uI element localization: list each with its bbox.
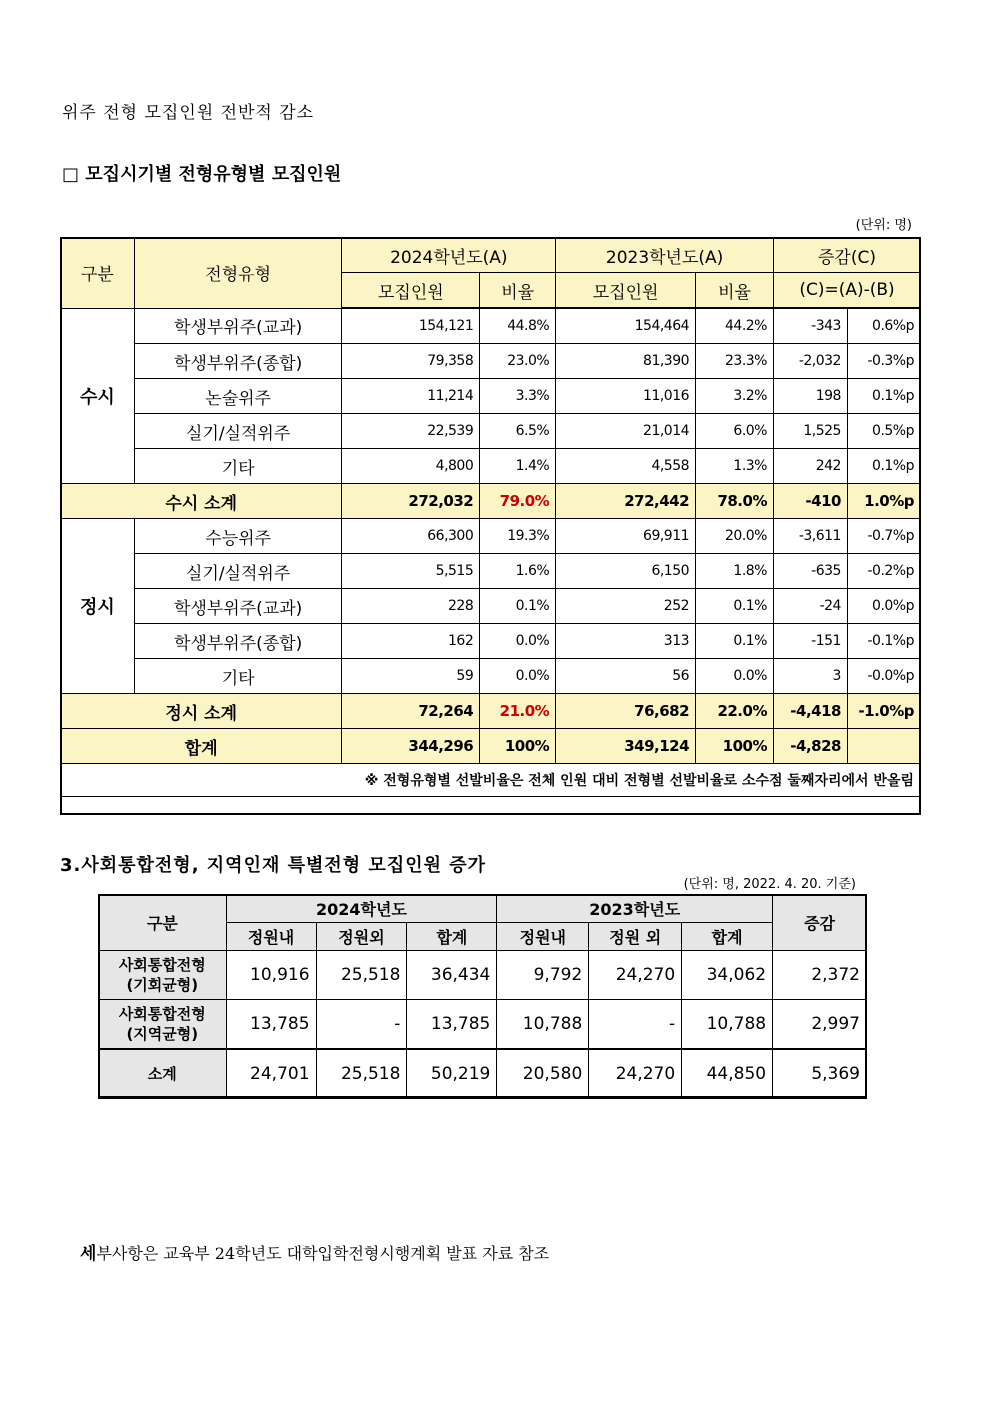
cell: -3,611 bbox=[773, 519, 847, 554]
group-susi: 수시 bbox=[61, 308, 135, 484]
cell: 81,390 bbox=[556, 344, 696, 379]
cell: 24,701 bbox=[226, 1049, 316, 1099]
cell: 78.0% bbox=[696, 484, 774, 519]
header-ratio-2024: 비율 bbox=[480, 273, 556, 309]
cell: 4,800 bbox=[342, 449, 480, 484]
section1-title bbox=[62, 160, 341, 186]
cell: 344,296 bbox=[342, 729, 480, 764]
header-sum: 합계 bbox=[682, 923, 773, 951]
cell: -151 bbox=[773, 624, 847, 659]
row-type: 학생부위주(종합) bbox=[134, 344, 342, 379]
cell: -0.3%p bbox=[847, 344, 920, 379]
row-label: 소계 bbox=[99, 1049, 227, 1099]
table-row bbox=[61, 589, 921, 624]
cell: 1.6% bbox=[480, 554, 556, 589]
table-row bbox=[61, 449, 921, 484]
cell: 242 bbox=[773, 449, 847, 484]
row-label-1: 사회통합전형 bbox=[118, 1005, 206, 1023]
cell: 100% bbox=[480, 729, 556, 764]
cell: 272,032 bbox=[342, 484, 480, 519]
cell: 66,300 bbox=[342, 519, 480, 554]
cell: 6,150 bbox=[556, 554, 696, 589]
table-row bbox=[61, 379, 921, 414]
header-outside: 정원 외 bbox=[589, 923, 682, 951]
unit-label: (단위: 명) bbox=[855, 218, 912, 233]
row-type: 실기/실적위주 bbox=[134, 414, 342, 449]
header-ratio-2023: 비율 bbox=[696, 273, 774, 309]
row-type: 실기/실적위주 bbox=[134, 554, 342, 589]
cell: 79.0% bbox=[480, 484, 556, 519]
cell: 24,270 bbox=[589, 1049, 682, 1099]
table-row bbox=[99, 951, 867, 1000]
cell: 44,850 bbox=[682, 1049, 773, 1099]
table-note: ※ 전형유형별 선발비율은 전체 인원 대비 전형별 선발비율로 소수점 둘째자리에서 반올림 bbox=[61, 764, 921, 797]
cell: 24,270 bbox=[589, 951, 682, 1000]
intro-text: 위주 전형 모집인원 전반적 감소 bbox=[62, 103, 315, 123]
cell: 10,788 bbox=[497, 1000, 589, 1050]
cell: 11,214 bbox=[342, 379, 480, 414]
cell: 2,997 bbox=[773, 1000, 867, 1050]
cell: - bbox=[316, 1000, 407, 1050]
cell: 6.5% bbox=[480, 414, 556, 449]
cell: 13,785 bbox=[407, 1000, 497, 1050]
cell: 154,464 bbox=[556, 308, 696, 344]
cell: 59 bbox=[342, 659, 480, 694]
footer-first-char: 세 bbox=[80, 1244, 97, 1264]
cell: 9,792 bbox=[497, 951, 589, 1000]
cell: 10,788 bbox=[682, 1000, 773, 1050]
cell: -0.7%p bbox=[847, 519, 920, 554]
cell: -4,418 bbox=[773, 694, 847, 729]
cell: 1.0%p bbox=[847, 484, 920, 519]
header-outside: 정원외 bbox=[316, 923, 407, 951]
cell: 0.1%p bbox=[847, 449, 920, 484]
cell: -0.0%p bbox=[847, 659, 920, 694]
row-type: 학생부위주(교과) bbox=[134, 589, 342, 624]
checkbox-icon: □ bbox=[62, 164, 80, 185]
cell: 198 bbox=[773, 379, 847, 414]
header-2024: 2024학년도 bbox=[226, 895, 497, 923]
row-type: 수능위주 bbox=[134, 519, 342, 554]
row-label-2: (지역균형) bbox=[126, 1025, 199, 1043]
header-inside: 정원내 bbox=[226, 923, 316, 951]
cell: 22.0% bbox=[696, 694, 774, 729]
header-inside: 정원내 bbox=[497, 923, 589, 951]
cell: 0.0% bbox=[696, 659, 774, 694]
cell: 154,121 bbox=[342, 308, 480, 344]
cell: 22,539 bbox=[342, 414, 480, 449]
cell: 3.3% bbox=[480, 379, 556, 414]
subtotal-row-susi bbox=[61, 484, 921, 519]
cell: -0.2%p bbox=[847, 554, 920, 589]
header-gubun: 구분 bbox=[99, 895, 227, 951]
header-gubun: 구분 bbox=[61, 238, 135, 309]
cell: 0.6%p bbox=[847, 308, 920, 344]
cell: 20.0% bbox=[696, 519, 774, 554]
section1-title-text: 모집시기별 전형유형별 모집인원 bbox=[85, 164, 342, 185]
cell: -343 bbox=[773, 308, 847, 344]
cell: 79,358 bbox=[342, 344, 480, 379]
cell: 10,916 bbox=[226, 951, 316, 1000]
cell: 76,682 bbox=[556, 694, 696, 729]
total-row bbox=[61, 729, 921, 764]
cell: 11,016 bbox=[556, 379, 696, 414]
header-2023: 2023학년도 bbox=[497, 895, 773, 923]
table-row bbox=[61, 659, 921, 694]
cell: 6.0% bbox=[696, 414, 774, 449]
row-type: 기타 bbox=[134, 449, 342, 484]
cell: -0.1%p bbox=[847, 624, 920, 659]
cell: 3.2% bbox=[696, 379, 774, 414]
table-row bbox=[61, 414, 921, 449]
cell: 25,518 bbox=[316, 951, 407, 1000]
cell: 19.3% bbox=[480, 519, 556, 554]
row-label-2: (기회균형) bbox=[126, 976, 199, 994]
cell: 100% bbox=[696, 729, 774, 764]
special-admission-table bbox=[98, 894, 867, 1099]
cell: 1,525 bbox=[773, 414, 847, 449]
cell: -2,032 bbox=[773, 344, 847, 379]
cell: 34,062 bbox=[682, 951, 773, 1000]
cell: 1.4% bbox=[480, 449, 556, 484]
row-type: 기타 bbox=[134, 659, 342, 694]
cell: - bbox=[589, 1000, 682, 1050]
cell: 0.5%p bbox=[847, 414, 920, 449]
subtotal-row bbox=[99, 1049, 867, 1099]
table-row bbox=[61, 519, 921, 554]
total-label: 합계 bbox=[61, 729, 342, 764]
footer-text: 부사항은 교육부 24학년도 대학입학전형시행계획 발표 자료 참조 bbox=[96, 1244, 550, 1263]
cell: 1.3% bbox=[696, 449, 774, 484]
cell: 72,264 bbox=[342, 694, 480, 729]
cell: 44.2% bbox=[696, 308, 774, 344]
cell: 4,558 bbox=[556, 449, 696, 484]
cell: 20,580 bbox=[497, 1049, 589, 1099]
cell: -24 bbox=[773, 589, 847, 624]
cell: 272,442 bbox=[556, 484, 696, 519]
row-label-1: 사회통합전형 bbox=[118, 956, 206, 974]
row-label bbox=[99, 1000, 227, 1050]
cell: -635 bbox=[773, 554, 847, 589]
cell: 44.8% bbox=[480, 308, 556, 344]
cell: 23.3% bbox=[696, 344, 774, 379]
cell: 69,911 bbox=[556, 519, 696, 554]
cell: 162 bbox=[342, 624, 480, 659]
table-row bbox=[61, 344, 921, 379]
cell: 36,434 bbox=[407, 951, 497, 1000]
cell: 1.8% bbox=[696, 554, 774, 589]
cell: 0.0% bbox=[480, 624, 556, 659]
header-2023: 2023학년도(A) bbox=[556, 238, 774, 273]
header-change-formula: (C)=(A)-(B) bbox=[773, 273, 920, 309]
header-count-2024: 모집인원 bbox=[342, 273, 480, 309]
cell: 3 bbox=[773, 659, 847, 694]
cell: 313 bbox=[556, 624, 696, 659]
cell: 228 bbox=[342, 589, 480, 624]
header-change: 증감 bbox=[773, 895, 867, 951]
table-row bbox=[61, 554, 921, 589]
cell: 21.0% bbox=[480, 694, 556, 729]
cell: 349,124 bbox=[556, 729, 696, 764]
row-label bbox=[99, 951, 227, 1000]
subtotal-row-jeongsi bbox=[61, 694, 921, 729]
note-row bbox=[61, 764, 921, 797]
footer-note bbox=[80, 1239, 549, 1264]
section2-title: 3.사회통합전형, 지역인재 특별전형 모집인원 증가 bbox=[60, 855, 487, 876]
cell: 56 bbox=[556, 659, 696, 694]
header-type: 전형유형 bbox=[134, 238, 342, 309]
cell: 50,219 bbox=[407, 1049, 497, 1099]
cell: -1.0%p bbox=[847, 694, 920, 729]
table-row bbox=[61, 624, 921, 659]
cell: -4,828 bbox=[773, 729, 847, 764]
row-type: 논술위주 bbox=[134, 379, 342, 414]
cell: 0.1% bbox=[696, 589, 774, 624]
cell: 5,369 bbox=[773, 1049, 867, 1099]
cell: 25,518 bbox=[316, 1049, 407, 1099]
cell: 0.1% bbox=[696, 624, 774, 659]
cell: 2,372 bbox=[773, 951, 867, 1000]
cell: 21,014 bbox=[556, 414, 696, 449]
admission-table bbox=[60, 237, 921, 797]
cell: 0.1%p bbox=[847, 379, 920, 414]
subtotal-label: 수시 소계 bbox=[61, 484, 342, 519]
cell: 23.0% bbox=[480, 344, 556, 379]
cell: 0.0%p bbox=[847, 589, 920, 624]
cell: 13,785 bbox=[226, 1000, 316, 1050]
header-change: 증감(C) bbox=[773, 238, 920, 273]
header-count-2023: 모집인원 bbox=[556, 273, 696, 309]
header-sum: 합계 bbox=[407, 923, 497, 951]
cell: 5,515 bbox=[342, 554, 480, 589]
subtotal-label: 정시 소계 bbox=[61, 694, 342, 729]
unit-label-2: (단위: 명, 2022. 4. 20. 기준) bbox=[683, 877, 856, 892]
header-2024: 2024학년도(A) bbox=[342, 238, 556, 273]
cell-empty bbox=[847, 729, 920, 764]
table-row bbox=[61, 308, 921, 344]
cell: 0.0% bbox=[480, 659, 556, 694]
cell: -410 bbox=[773, 484, 847, 519]
cell: 0.1% bbox=[480, 589, 556, 624]
group-jeongsi: 정시 bbox=[61, 519, 135, 694]
cell: 252 bbox=[556, 589, 696, 624]
row-type: 학생부위주(교과) bbox=[134, 308, 342, 344]
row-type: 학생부위주(종합) bbox=[134, 624, 342, 659]
table-row bbox=[99, 1000, 867, 1050]
